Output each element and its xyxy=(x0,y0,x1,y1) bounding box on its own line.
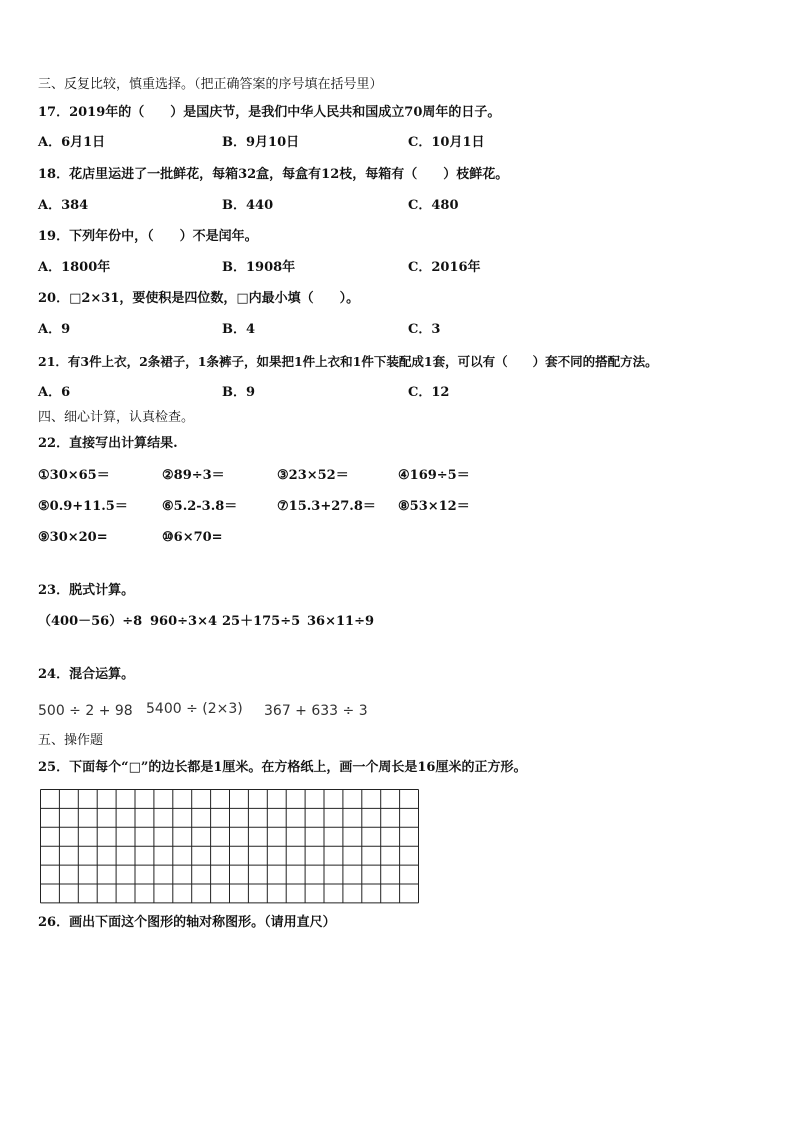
calc-item-2: ②89÷3＝ xyxy=(162,468,225,483)
mixed-calc-2: 5400 ÷ (2×3) xyxy=(146,701,243,717)
question-23-stem: 23．脱式计算。 xyxy=(38,583,135,598)
section4-heading: 四、细心计算，认真检查。 xyxy=(38,410,195,425)
question-20-option-b[interactable]: B．4 xyxy=(222,322,256,337)
calc-item-4: ④169÷5＝ xyxy=(398,468,470,483)
question-18-stem: 18．花店里运进了一批鲜花，每箱32盒，每盒有12枝，每箱有（ ）枝鲜花。 xyxy=(38,167,509,182)
stepwise-calc-2: 960÷3×4 xyxy=(150,614,218,629)
question-21-stem: 21．有3件上衣，2条裙子，1条裤子，如果把1件上衣和1件下装配成1套，可以有（ ）套不同的搭配方法。 xyxy=(38,354,658,369)
mixed-calc-3: 367 + 633 ÷ 3 xyxy=(264,703,368,719)
question-20-stem: 20．□2×31，要使积是四位数，□内最小填（ ）。 xyxy=(38,291,360,306)
calc-item-1: ①30×65＝ xyxy=(38,468,110,483)
calc-item-7: ⑦15.3+27.8＝ xyxy=(277,499,376,514)
question-21-option-b[interactable]: B．9 xyxy=(222,385,256,400)
section3-heading: 三、反复比较，慎重选择。（把正确答案的序号填在括号里） xyxy=(38,77,383,92)
question-25-stem: 25．下面每个“□”的边长都是1厘米。在方格纸上，画一个周长是16厘米的正方形。 xyxy=(38,760,527,775)
calc-item-10: ⑩6×70= xyxy=(162,530,223,545)
stepwise-calc-3: 25＋175÷5 xyxy=(222,614,301,629)
section5-heading: 五、操作题 xyxy=(38,733,104,748)
question-22-stem: 22．直接写出计算结果. xyxy=(38,436,178,451)
question-19-option-b[interactable]: B．1908年 xyxy=(222,260,296,275)
question-17-option-b[interactable]: B．9月10日 xyxy=(222,135,300,150)
calc-item-5: ⑤0.9+11.5＝ xyxy=(38,499,128,514)
square-grid-paper[interactable] xyxy=(40,789,420,905)
calc-item-8: ⑧53×12＝ xyxy=(398,499,470,514)
question-19-option-a[interactable]: A．1800年 xyxy=(38,260,111,275)
question-26-stem: 26．画出下面这个图形的轴对称图形。（请用直尺） xyxy=(38,915,336,930)
calc-item-9: ⑨30×20= xyxy=(38,530,108,545)
question-19-option-c[interactable]: C．2016年 xyxy=(408,260,481,275)
stepwise-calc-1: （400－56）÷8 xyxy=(38,614,143,629)
question-17-option-a[interactable]: A．6月1日 xyxy=(38,135,106,150)
question-18-option-c[interactable]: C．480 xyxy=(408,198,459,213)
question-18-option-b[interactable]: B．440 xyxy=(222,198,274,213)
question-21-option-c[interactable]: C．12 xyxy=(408,385,450,400)
question-18-option-a[interactable]: A．384 xyxy=(38,198,89,213)
question-20-option-c[interactable]: C．3 xyxy=(408,322,441,337)
calc-item-6: ⑥5.2-3.8＝ xyxy=(162,499,238,514)
stepwise-calc-4: 36×11÷9 xyxy=(307,614,375,629)
question-24-stem: 24．混合运算。 xyxy=(38,667,135,682)
question-20-option-a[interactable]: A．9 xyxy=(38,322,71,337)
mixed-calc-1: 500 ÷ 2 + 98 xyxy=(38,703,133,719)
question-21-option-a[interactable]: A．6 xyxy=(38,385,71,400)
question-19-stem: 19．下列年份中，（ ）不是闰年。 xyxy=(38,229,258,244)
question-17-option-c[interactable]: C．10月1日 xyxy=(408,135,485,150)
calc-item-3: ③23×52＝ xyxy=(277,468,349,483)
question-17-stem: 17．2019年的（ ）是国庆节，是我们中华人民共和国成立70周年的日子。 xyxy=(38,105,501,120)
